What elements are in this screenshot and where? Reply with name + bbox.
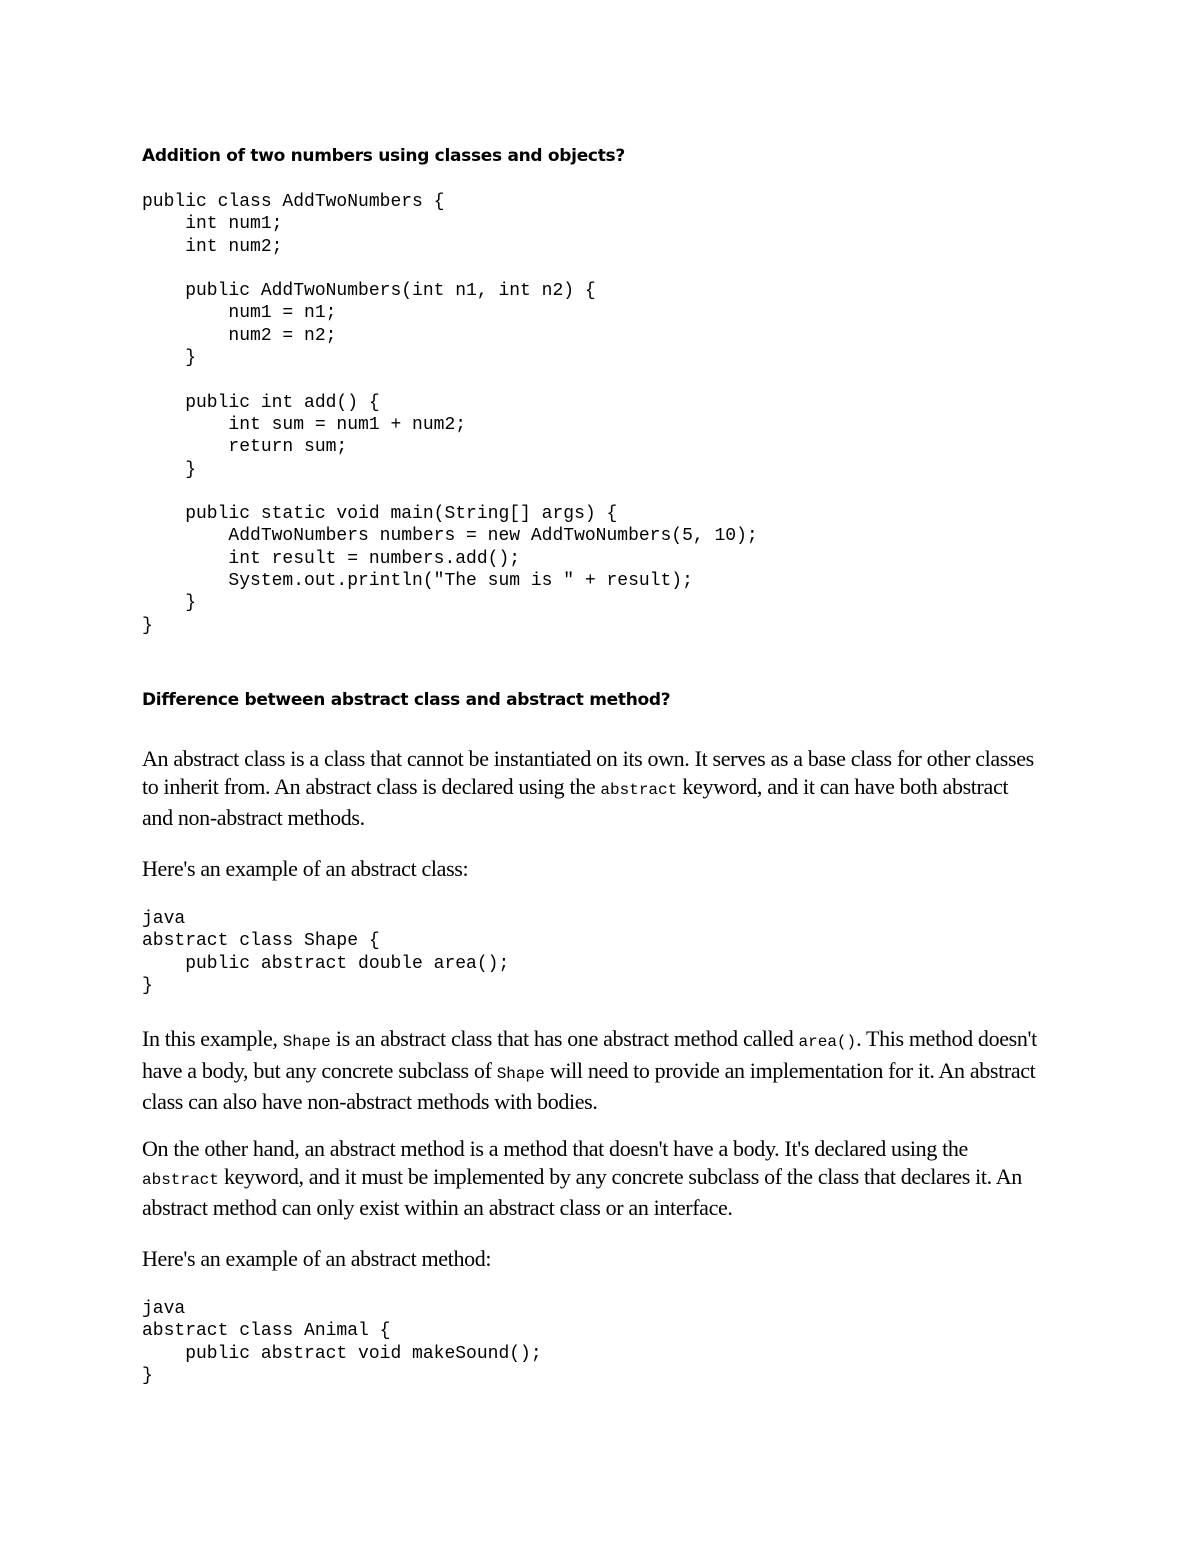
inline-code: area() [798, 1033, 857, 1051]
paragraph-abstract-method: On the other hand, an abstract method is a method that doesn't have a body. It's declared using the abstract keyword, and it must be implemented by any concrete subclass of the class that declares it. An abstract method can only exist within an abstract class or an interface. [142, 1136, 1022, 1220]
paragraph-example-intro: Here's an example of an abstract class: [142, 856, 469, 881]
paragraph-abstract-class-intro: An abstract class is a class that cannot be instantiated on its own. It serves as a base class for other classes to inherit from. An abstract class is declared using the abstract keyword, and it can have both abstract and non-abstract methods. [142, 746, 1034, 830]
inline-code: abstract [600, 780, 678, 799]
code-block-animal: java abstract class Animal { public abstract void makeSound(); } [142, 1299, 542, 1386]
paragraph-shape-explanation: In this example, Shape is an abstract class that has one abstract method called area(). This method doesn't have a body, but any concrete subclass of Shape will need to provide an implementation for it. An abstract class can also have non-abstract methods with bodies. [142, 1026, 1037, 1114]
section-heading-abstract: Difference between abstract class and abstract method? [142, 690, 671, 710]
inline-code: Shape [496, 1064, 545, 1083]
code-block-add-two-numbers: public class AddTwoNumbers { int num1; int num2; public AddTwoNumbers(int n1, int n2) { num1 = n1; num2 = n2; } public int add() { int sum = num1 + num2; return sum; } public static void main(String[] args) { AddTwoNumbers numbers = new AddTwoNumbers(5, 10); int result = numbers.add(); System.out.println("The sum is " + result); } } [142, 192, 758, 636]
inline-code: abstract [142, 1170, 219, 1189]
inline-code: Shape [282, 1033, 331, 1051]
paragraph-method-example-intro: Here's an example of an abstract method: [142, 1246, 492, 1271]
section-heading-addition: Addition of two numbers using classes and objects? [142, 146, 625, 166]
code-block-shape: java abstract class Shape { public abstract double area(); } [142, 909, 510, 996]
